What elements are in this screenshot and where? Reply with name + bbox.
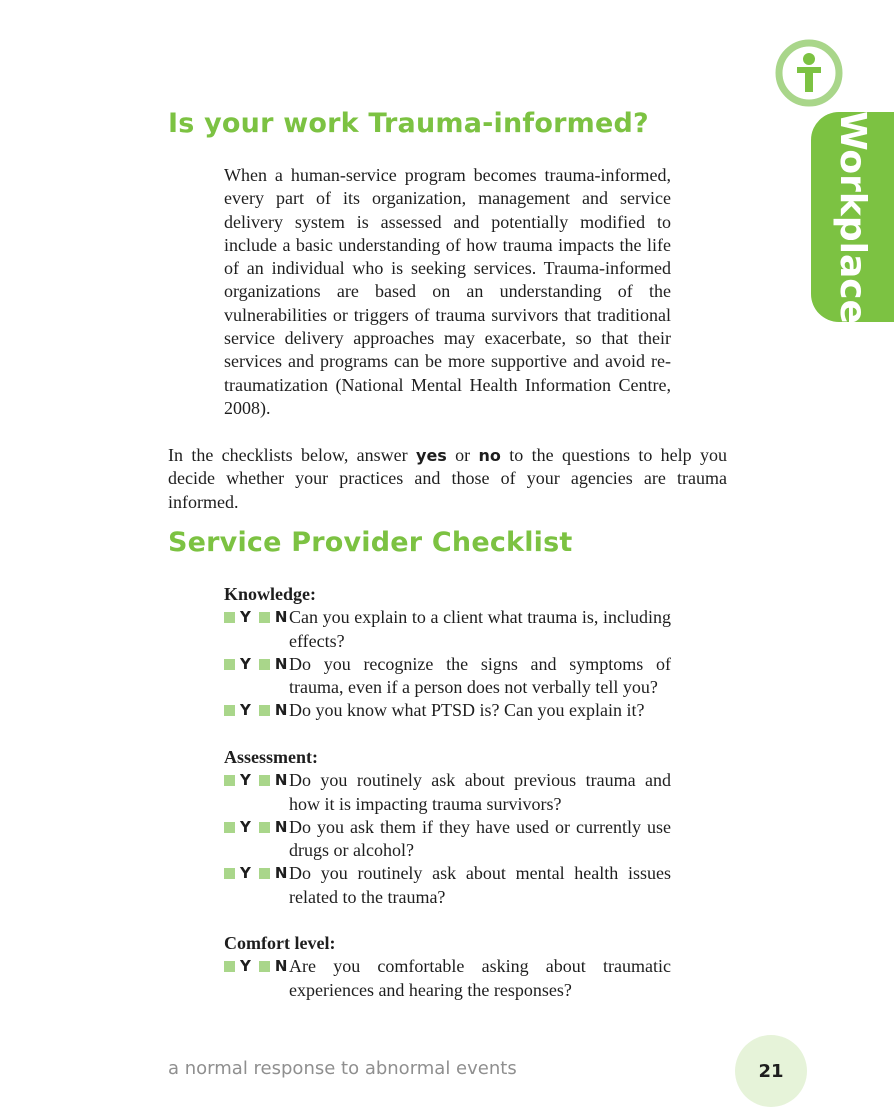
no-checkbox[interactable] [259, 961, 270, 972]
no-label: N [274, 771, 288, 790]
yes-no-checkboxes [224, 862, 287, 885]
yes-no-checkboxes [224, 955, 287, 978]
no-label: N [274, 817, 288, 836]
checklist-title: Service Provider Checklist [168, 527, 573, 558]
no-label: N [274, 654, 288, 673]
section-tab-label: Workplace [832, 110, 874, 324]
yes-no-checkboxes [224, 653, 287, 676]
yes-no-checkboxes [224, 606, 287, 629]
no-label: N [274, 701, 288, 720]
intro-paragraph: When a human-service program becomes trauma-informed, every part of its organization, management and service delivery system is assessed and potentially modified to include a basic understanding of how trauma impacts the life of an individual who is seeking services. Trauma-informed organizations are based on an understanding of the vulnerabilities or triggers of trauma survivors that traditional service delivery approaches may exacerbate, so that their services and programs can be more supportive and avoid re-traumatization (National Mental Health Information Centre, 2008). [224, 165, 671, 418]
question-text: Do you ask them if they have used or currently use drugs or alcohol? [289, 816, 671, 861]
section-tab-label-wrap [811, 112, 894, 322]
yes-checkbox[interactable] [224, 822, 235, 833]
checklist-item [224, 816, 671, 863]
checklist-item [224, 606, 671, 653]
section-title: Comfort level: [224, 933, 336, 953]
yes-label: Y [240, 864, 251, 883]
yes-label: Y [240, 608, 251, 627]
checklist-item [224, 653, 671, 700]
no-label: N [274, 864, 288, 883]
no-label: N [274, 608, 288, 627]
no-label: N [274, 957, 288, 976]
checklist-item [224, 699, 671, 722]
checklist-item [224, 955, 671, 1002]
yes-label: Y [240, 817, 251, 836]
question-text: Are you comfortable asking about traumatic experiences and hearing the responses? [289, 956, 671, 1000]
yes-label: Y [240, 957, 251, 976]
yes-no-checkboxes [224, 769, 287, 792]
yes-checkbox[interactable] [224, 961, 235, 972]
checklist-instructions [168, 444, 727, 514]
checklist-section-assessment [224, 746, 671, 909]
question-text: Can you explain to a client what trauma is, including effects? [289, 607, 671, 651]
page-number-badge [735, 1035, 807, 1107]
no-checkbox[interactable] [259, 868, 270, 879]
lead-text-2: or [446, 445, 479, 465]
yes-no-checkboxes [224, 816, 287, 839]
no-checkbox[interactable] [259, 612, 270, 623]
checklist-section-knowledge [224, 583, 671, 723]
footer-tagline: a normal response to abnormal events [168, 1058, 517, 1079]
info-icon [774, 38, 844, 108]
yes-checkbox[interactable] [224, 705, 235, 716]
page-title: Is your work Trauma-informed? [168, 108, 649, 139]
section-title: Assessment: [224, 747, 318, 767]
checklist-item [224, 769, 671, 816]
lead-no: no [478, 446, 501, 465]
yes-checkbox[interactable] [224, 612, 235, 623]
lead-text-3: to the questions to help you decide whether your practices and those of your agencies are trauma informed. [168, 445, 728, 512]
question-text: Do you recognize the signs and symptoms of trauma, even if a person does not verbally tell you? [289, 653, 671, 698]
no-checkbox[interactable] [259, 705, 270, 716]
question-text: Do you routinely ask about previous trauma and how it is impacting trauma survivors? [289, 770, 671, 814]
page-number: 21 [758, 1060, 784, 1082]
question-text: Do you routinely ask about mental health issues related to the trauma? [289, 863, 671, 907]
yes-label: Y [240, 654, 251, 673]
lead-text-1: In the checklists below, answer [168, 445, 417, 465]
no-checkbox[interactable] [259, 822, 270, 833]
yes-label: Y [240, 701, 251, 720]
no-checkbox[interactable] [259, 775, 270, 786]
checklist-item [224, 862, 671, 909]
no-checkbox[interactable] [259, 659, 270, 670]
checklist-section-comfort [224, 932, 671, 1002]
question-text: Do you know what PTSD is? Can you explain it? [289, 700, 645, 721]
lead-yes: yes [416, 446, 447, 465]
yes-no-checkboxes [224, 699, 287, 722]
section-title: Knowledge: [224, 584, 316, 604]
yes-checkbox[interactable] [224, 868, 235, 879]
yes-label: Y [240, 771, 251, 790]
yes-checkbox[interactable] [224, 659, 235, 670]
yes-checkbox[interactable] [224, 775, 235, 786]
